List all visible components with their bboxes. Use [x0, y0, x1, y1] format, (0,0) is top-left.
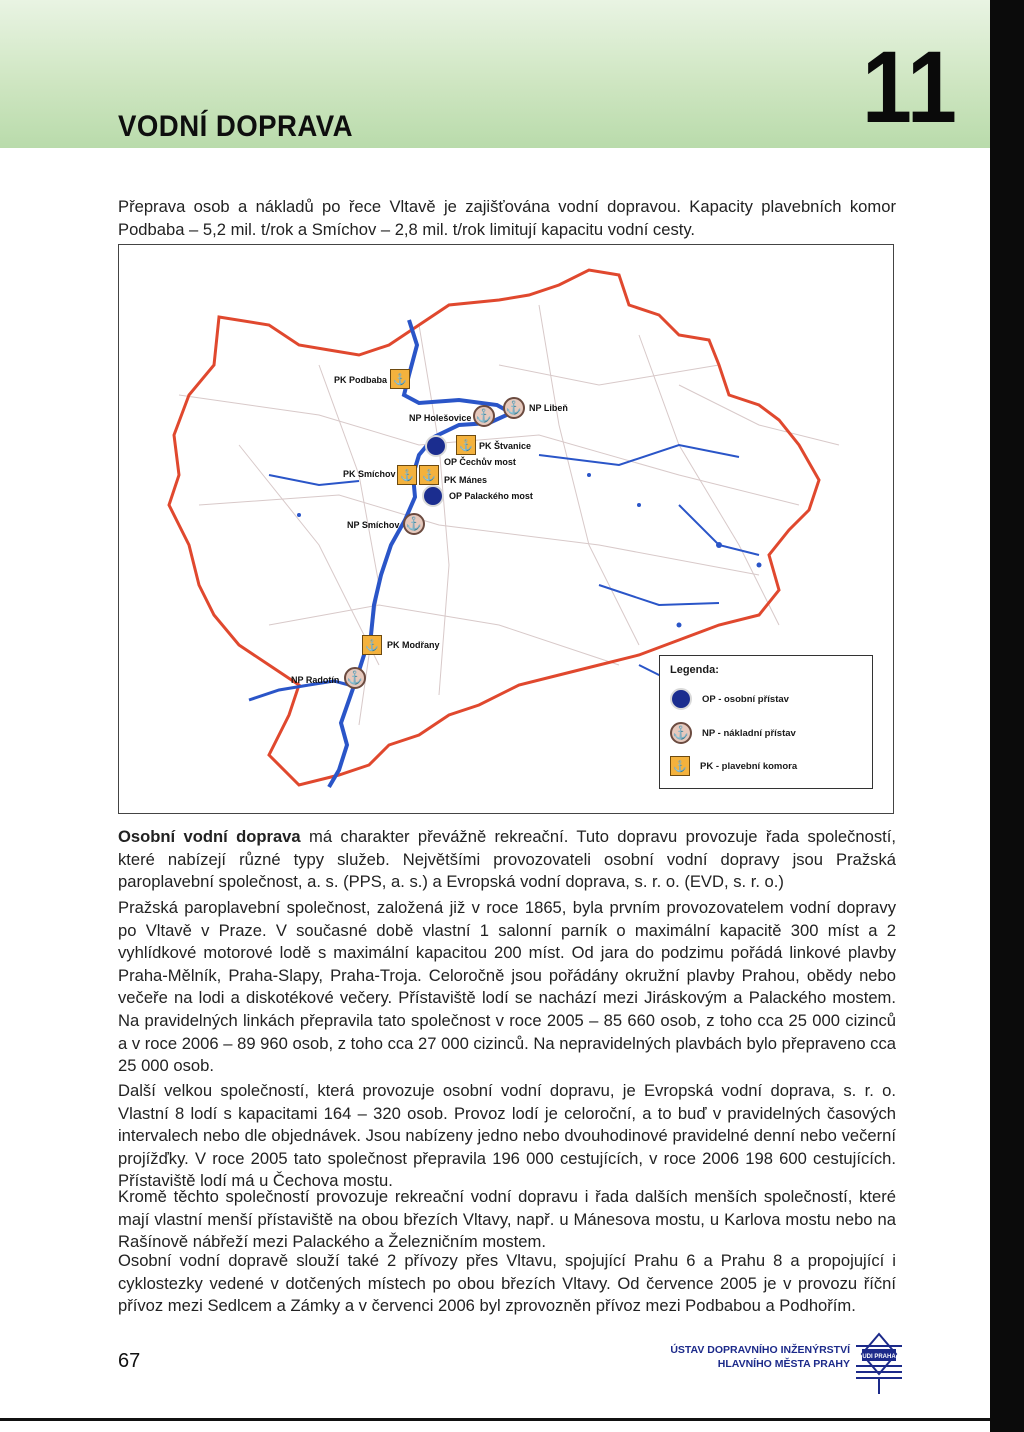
pk-stvanice-icon: ⚓	[456, 435, 476, 455]
pk-smichov-icon: ⚓	[397, 465, 417, 485]
paragraph-evd: Další velkou společností, která provozuje osobní vodní dopravu, je Evropská vodní doprava, s. r. o. Vlastní 8 lodí s kapacitami 164 – 320 osob. Provoz lodí je celoroční, a to buď v pravidelných časových intervalech nebo dle objednávek. Jsou nabízeny jedno nebo dvouhodinové pravidelné denní nebo večerní projížďky. V roce 2005 tato společnost přepravila 196 000 cestujících, v roce 2006 198 600 cestujících. Přístaviště lodí má u Čechova mostu.	[118, 1081, 896, 1191]
right-edge-bar	[990, 0, 1024, 1432]
op-cechuv-icon	[425, 435, 447, 457]
paragraph-pps: Pražská paroplavební společnost, založená již v roce 1865, byla prvním provozovatelem vodní dopravy po Vltavě v Praze. V současné době vlastní 1 salonní parník o maximální kapacitě 300 míst a 2 vyhlídkové motorové lodě s maximální kapacitou 200 míst. Od jara do podzimu pořádá linkové plavby Praha-Mělník, Praha-Slapy, Praha-Troja. Celoročně jsou pořádány okružní plavby Prahou, obědy nebo večeře na lodi a diskotékové večery. Přístaviště lodí se nachází mezi Jiráskovým a Palackého mostem. Na pravidelných linkách přepravila tato společnost v roce 2005 – 85 660 osob, z toho cca 25 000 cizinců a v roce 2006 – 89 960 osob, z toho cca 27 000 cizinců. Na nepravidelných plavbách bylo přepraveno cca 25 000 osob.	[118, 898, 896, 1076]
prague-water-transport-map	[118, 244, 894, 814]
vltava-river	[329, 320, 511, 787]
pk-podbaba-label: PK Podbaba	[334, 375, 388, 385]
section-title: VODNÍ DOPRAVA	[118, 110, 353, 143]
paragraph-lead-bold: Osobní vodní doprava	[118, 827, 301, 846]
paragraph-ferries: Osobní vodní dopravě slouží také 2 přívozy přes Vltavu, spojující Prahu 6 a Prahu 8 a propojující i cyklostezky vedené v dotčených místech po obou březích Vltavy. Od července 2005 je v provozu říční přívoz mezi Sedlcem a Zámky a v červenci 2006 byl zprovozněn přívoz mezi Podbabou a Podhořím.	[118, 1251, 896, 1316]
udi-logo-icon	[856, 1332, 902, 1396]
np-liben-icon: ⚓	[503, 397, 525, 419]
paragraph-osobni-doprava	[118, 826, 896, 894]
np-radotin-icon: ⚓	[344, 667, 366, 689]
np-radotin-label: NP Radotín	[291, 675, 340, 685]
np-holesovice-label: NP Holešovice	[409, 413, 472, 423]
map-legend	[659, 655, 873, 789]
page-number: 67	[118, 1350, 141, 1372]
legend-row-pk	[670, 756, 797, 776]
op-palackeho-icon	[422, 485, 444, 507]
legend-np-label: NP - nákladní přístav	[702, 727, 796, 739]
pk-modrany-icon: ⚓	[362, 635, 382, 655]
intro-paragraph: Přeprava osob a nákladů po řece Vltavě je zajišťována vodní dopravou. Kapacity plavebních komor Podbaba – 5,2 mil. t/rok a Smíchov – 2,8 mil. t/rok limitují kapacitu vodní cesty.	[118, 197, 896, 239]
pk-manes-label: PK Mánes	[444, 475, 488, 485]
legend-row-np	[670, 722, 796, 744]
organization-line-1: ÚSTAV DOPRAVNÍHO INŽENÝRSTVÍ	[670, 1344, 850, 1356]
np-anchor-icon: ⚓	[670, 722, 692, 744]
np-liben-label: NP Libeň	[529, 403, 568, 413]
pk-podbaba-icon: ⚓	[390, 369, 410, 389]
organization-line-2: HLAVNÍHO MĚSTA PRAHY	[717, 1358, 850, 1370]
pk-lock-icon: ⚓	[670, 756, 690, 776]
pk-modrany-label: PK Modřany	[387, 640, 440, 650]
logo-text: UDI PRAHA	[862, 1354, 896, 1360]
paragraph-lead-rest: má charakter převážně rekreační. Tuto dopravu provozuje řada společností, které nabízejí různé typy služeb. Největšími provozovateli osobní vodní dopravy jsou Pražská paroplavební společnost, a. s. (PPS, a. s.) a Evropská vodní doprava, s. r. o. (EVD, s. r. o.)	[118, 827, 896, 892]
np-holesovice-icon: ⚓	[473, 405, 495, 427]
op-marker-icon	[670, 688, 692, 710]
pk-smichov-label: PK Smíchov	[343, 469, 396, 479]
paragraph-other-companies: Kromě těchto společností provozuje rekreační vodní dopravu i řada dalších menších společností, které mají vlastní menší přístaviště na obou březích Vltavy, např. u Mánesova mostu, u Karlova mostu nebo na Rašínově nábřeží mezi Palackého a Železničním mostem.	[118, 1187, 896, 1252]
legend-op-label: OP - osobní přístav	[702, 693, 789, 705]
legend-title: Legenda:	[670, 664, 719, 676]
legend-row-op	[670, 688, 789, 710]
np-smichov-icon: ⚓	[403, 513, 425, 535]
np-smichov-label: NP Smíchov	[347, 520, 400, 530]
streams	[269, 445, 759, 685]
legend-pk-label: PK - plavební komora	[700, 760, 798, 772]
op-palackeho-label: OP Palackého most	[449, 491, 533, 501]
pk-manes-icon: ⚓	[419, 465, 439, 485]
chapter-number: 11	[862, 30, 957, 144]
organization-name	[640, 1343, 850, 1371]
pk-stvanice-label: PK Štvanice	[479, 441, 532, 451]
bottom-rule	[0, 1418, 990, 1421]
op-cechuv-label: OP Čechův most	[444, 457, 516, 467]
